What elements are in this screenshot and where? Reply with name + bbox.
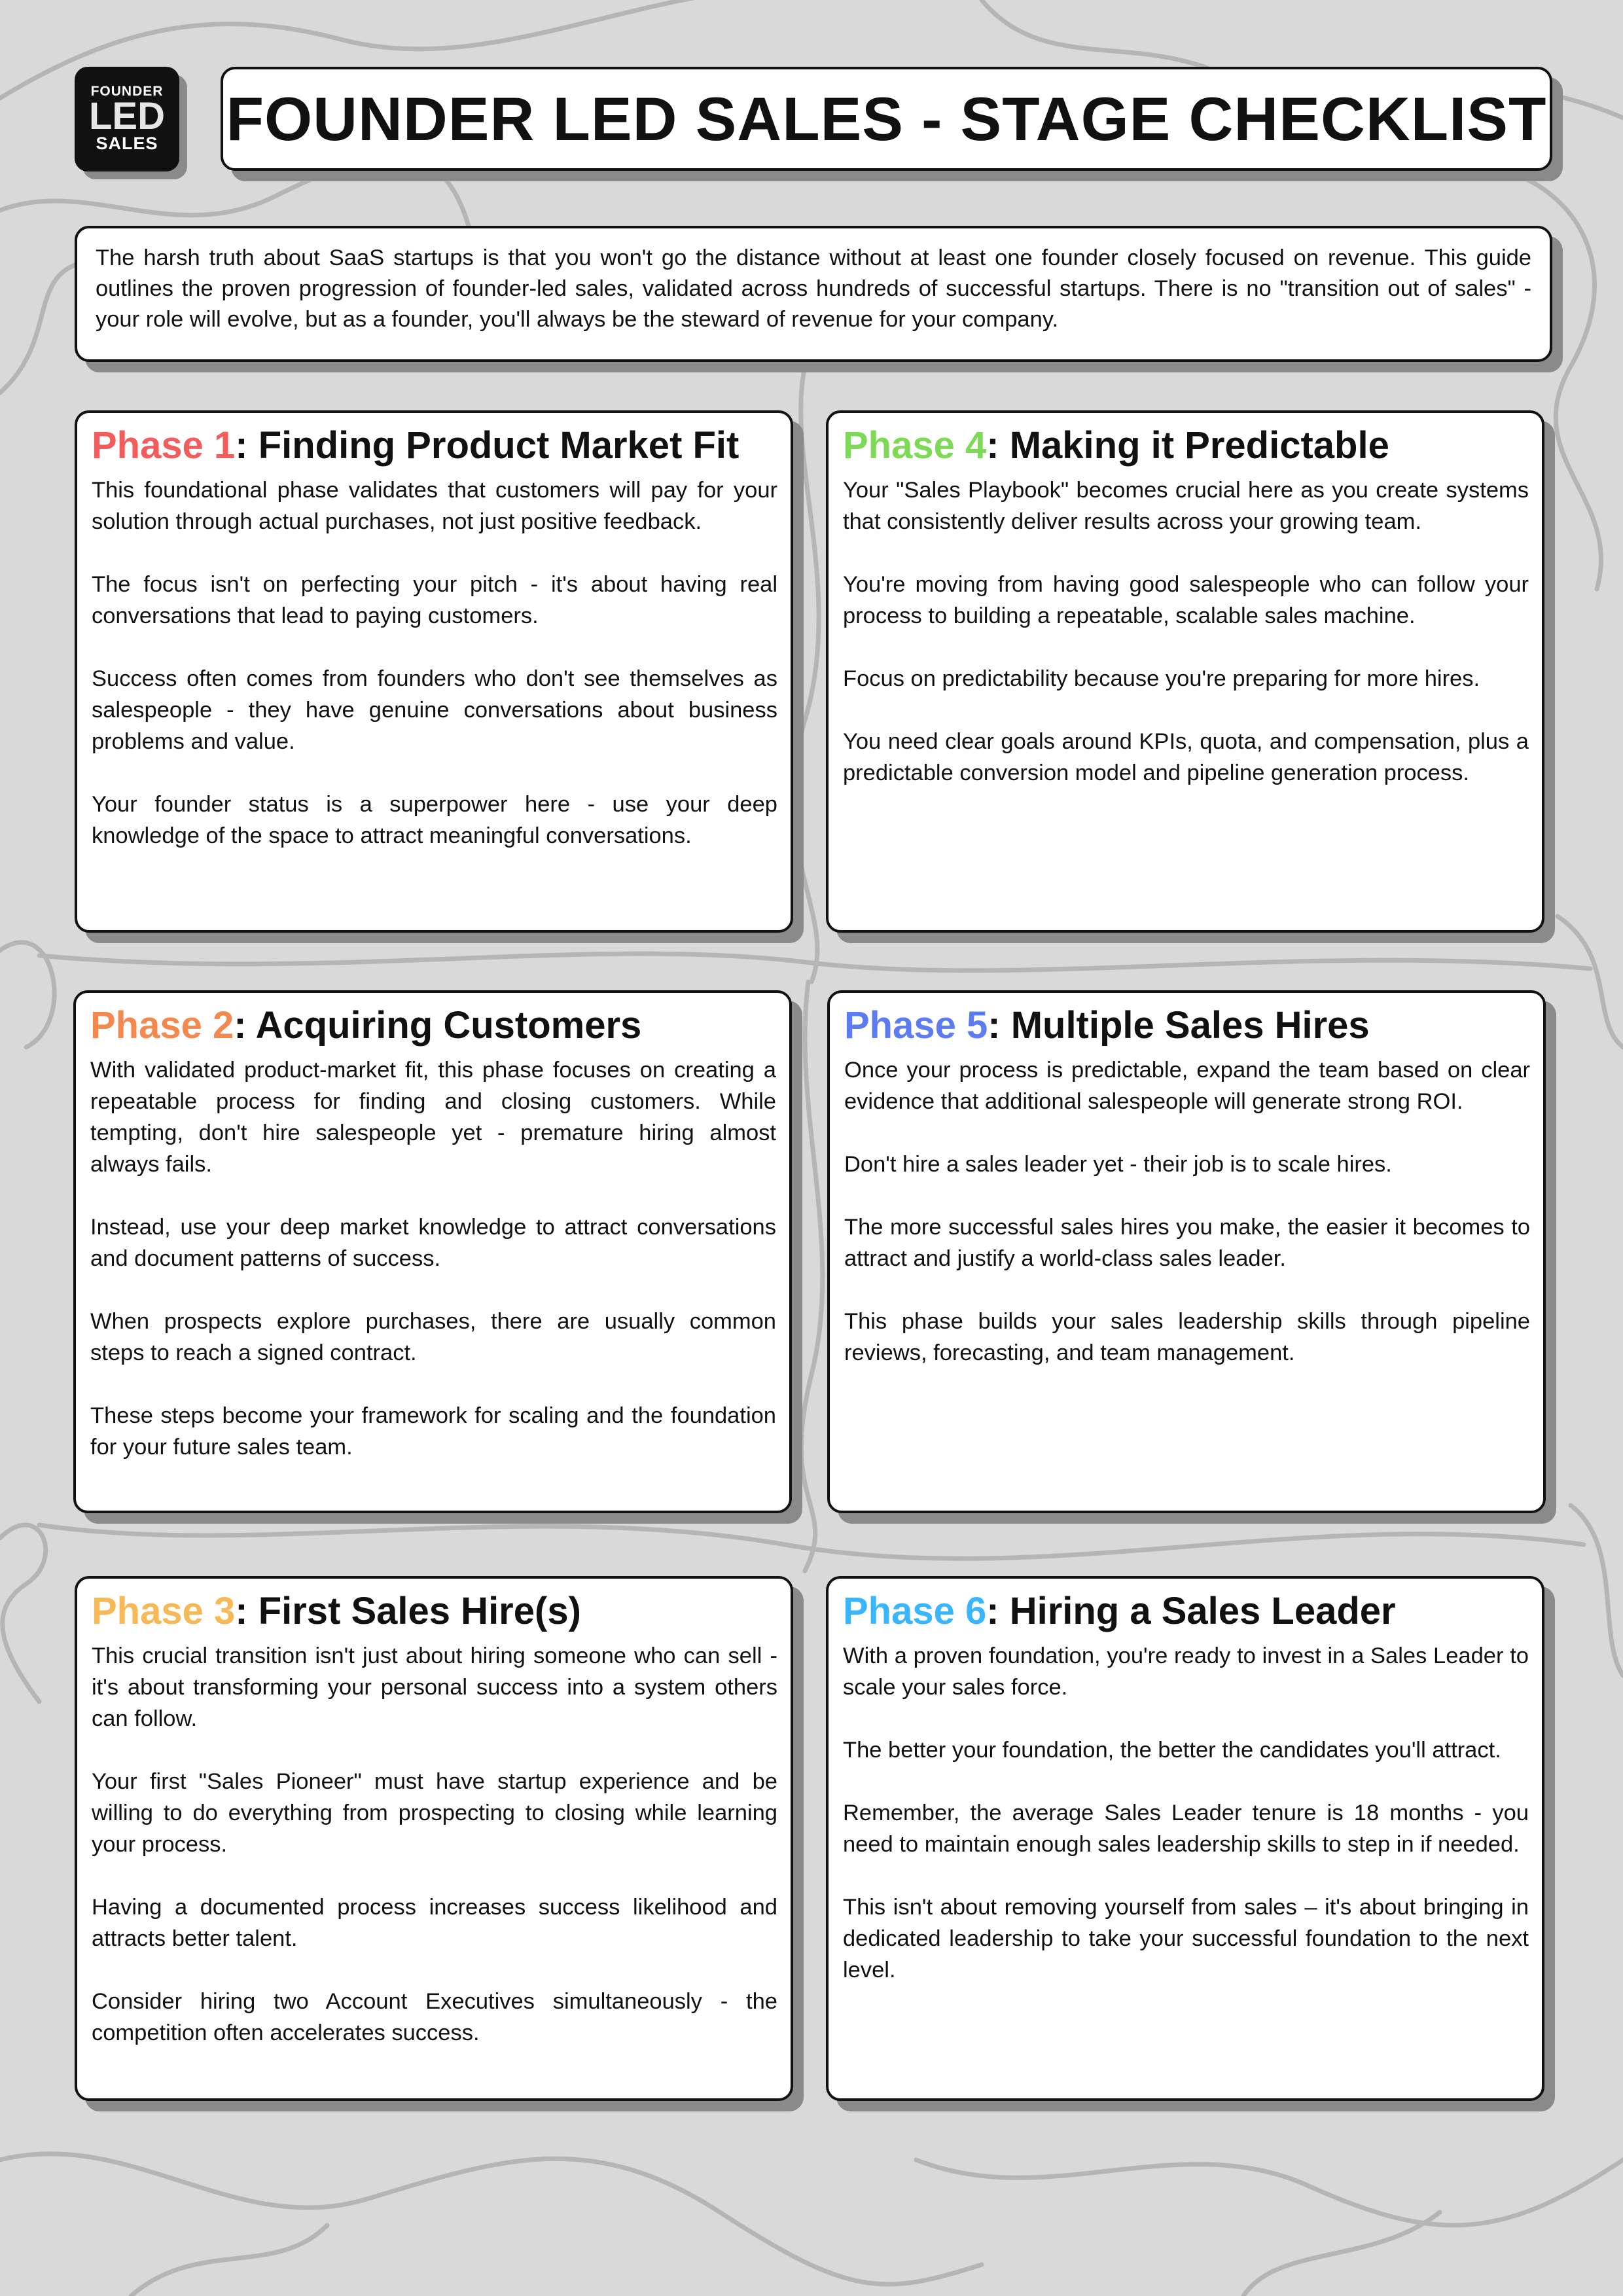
phase-4-paragraph: Your "Sales Playbook" becomes crucial here as you create systems that consistently deliver results across your growing team. xyxy=(843,478,1529,534)
phase-6-heading xyxy=(843,1587,1396,1636)
phase-1-title: : Finding Product Market Fit xyxy=(235,424,740,467)
phase-3-heading xyxy=(92,1587,581,1636)
phase-5-paragraph: Once your process is predictable, expand the team based on clear evidence that additional salespeople will generate strong ROI. xyxy=(844,1058,1530,1114)
phase-5-heading xyxy=(844,1001,1370,1050)
phase-3-title: : First Sales Hire(s) xyxy=(235,1590,581,1632)
phase-4-card xyxy=(826,410,1544,933)
phase-6-paragraph: This isn't about removing yourself from sales – it's about bringing in dedicated leadership to take your successful foundation to the next level. xyxy=(843,1895,1529,1982)
phase-6-card xyxy=(826,1576,1544,2101)
phase-5-title: : Multiple Sales Hires xyxy=(988,1004,1370,1047)
phase-1-paragraph: This foundational phase validates that customers will pay for your solution through actual purchases, not just positive feedback. xyxy=(92,478,777,534)
phase-1-label: Phase 1 xyxy=(92,424,236,467)
phase-2-body xyxy=(90,1054,776,1494)
logo-line-2: LED xyxy=(89,95,165,137)
phase-4-heading xyxy=(843,421,1389,471)
phase-6-paragraph: With a proven foundation, you're ready to invest in a Sales Leader to scale your sales force. xyxy=(843,1643,1529,1700)
phase-6-body xyxy=(843,1640,1529,2017)
phase-3-body xyxy=(92,1640,777,2080)
phase-2-heading xyxy=(90,1001,641,1050)
phase-4-title: : Making it Predictable xyxy=(986,424,1389,467)
page-title: FOUNDER LED SALES - STAGE CHECKLIST xyxy=(226,84,1547,153)
phase-6-paragraph: Remember, the average Sales Leader tenure is 18 months - you need to maintain enough sales leadership skills to step in if needed. xyxy=(843,1801,1529,1857)
intro-text: The harsh truth about SaaS startups is that you won't go the distance without at least one founder closely focused on revenue. This guide outlines the proven progression of founder-led sales, validated across hundreds of successful startups. There is no "transition out of sales" - your role will evolve, but as a founder, you'll always be the steward of revenue for your company. xyxy=(96,245,1531,332)
phase-5-paragraph: The more successful sales hires you make, the easier it becomes to attract and justify a world-class sales leader. xyxy=(844,1215,1530,1271)
phase-3-label: Phase 3 xyxy=(92,1590,236,1632)
phase-5-label: Phase 5 xyxy=(844,1004,988,1047)
phase-1-card xyxy=(75,410,793,933)
phase-4-body xyxy=(843,475,1529,820)
phase-6-title: : Hiring a Sales Leader xyxy=(986,1590,1396,1632)
founder-led-sales-logo xyxy=(75,67,179,171)
phase-5-paragraph: Don't hire a sales leader yet - their job is to scale hires. xyxy=(844,1152,1392,1177)
phase-6-paragraph: The better your foundation, the better the candidates you'll attract. xyxy=(843,1738,1501,1763)
phase-4-paragraph: You need clear goals around KPIs, quota, and compensation, plus a predictable conversion model and pipeline generation process. xyxy=(843,729,1529,785)
phase-2-paragraph: When prospects explore purchases, there are usually common steps to reach a signed contract. xyxy=(90,1309,776,1365)
phase-5-card xyxy=(827,990,1546,1513)
phase-2-card xyxy=(73,990,792,1513)
phase-3-paragraph: Consider hiring two Account Executives simultaneously - the competition often accelerates success. xyxy=(92,1989,777,2045)
phase-1-paragraph: Success often comes from founders who don't see themselves as salespeople - they have genuine conversations about business problems and value. xyxy=(92,666,777,754)
phase-5-paragraph: This phase builds your sales leadership skills through pipeline reviews, forecasting, and team management. xyxy=(844,1309,1530,1365)
phase-1-paragraph: Your founder status is a superpower here - use your deep knowledge of the space to attract meaningful conversations. xyxy=(92,792,777,848)
phase-4-paragraph: Focus on predictability because you're preparing for more hires. xyxy=(843,666,1480,691)
title-banner xyxy=(221,67,1552,171)
logo-line-3: SALES xyxy=(96,134,158,153)
phase-6-label: Phase 6 xyxy=(843,1590,987,1632)
phase-3-paragraph: This crucial transition isn't just about hiring someone who can sell - it's about transforming your personal success into a system others can follow. xyxy=(92,1643,777,1731)
phase-2-title: : Acquiring Customers xyxy=(234,1004,642,1047)
phase-2-paragraph: With validated product-market fit, this phase focuses on creating a repeatable process for finding and closing customers. While tempting, don't hire salespeople yet - premature hiring almost always fails. xyxy=(90,1058,776,1177)
intro-box xyxy=(75,226,1552,362)
logo-line-1: FOUNDER xyxy=(90,84,164,99)
phase-5-body xyxy=(844,1054,1530,1400)
phase-1-body xyxy=(92,475,777,883)
phase-2-label: Phase 2 xyxy=(90,1004,234,1047)
phase-2-paragraph: Instead, use your deep market knowledge to attract conversations and document patterns of success. xyxy=(90,1215,776,1271)
phase-1-paragraph: The focus isn't on perfecting your pitch - it's about having real conversations that lead to paying customers. xyxy=(92,572,777,628)
phase-3-card xyxy=(75,1576,793,2101)
phase-2-paragraph: These steps become your framework for scaling and the foundation for your future sales team. xyxy=(90,1403,776,1460)
phase-4-paragraph: You're moving from having good salespeople who can follow your process to building a repeatable, scalable sales machine. xyxy=(843,572,1529,628)
phase-3-paragraph: Having a documented process increases success likelihood and attracts better talent. xyxy=(92,1895,777,1951)
phase-1-heading xyxy=(92,421,739,471)
phase-3-paragraph: Your first "Sales Pioneer" must have startup experience and be willing to do everything from prospecting to closing while learning your process. xyxy=(92,1769,777,1857)
phase-4-label: Phase 4 xyxy=(843,424,987,467)
